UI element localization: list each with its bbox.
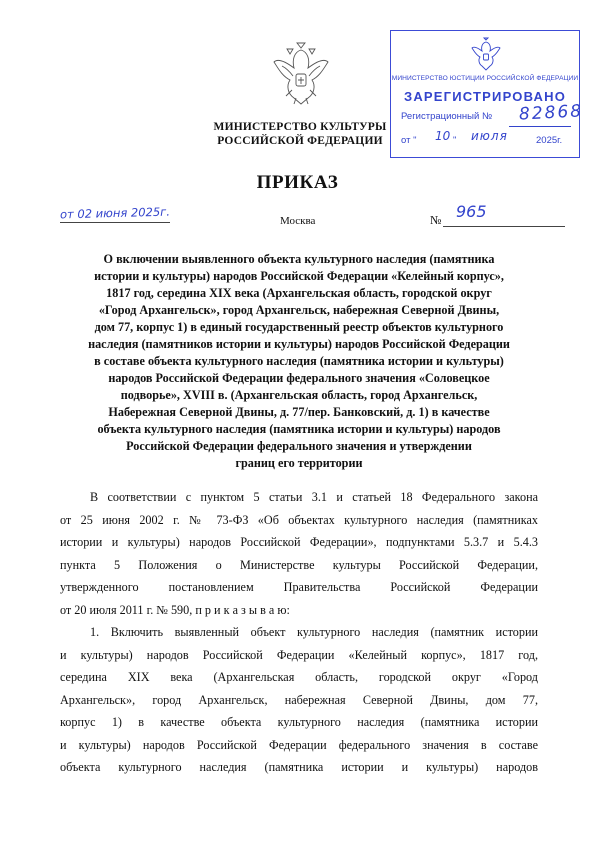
stamp-eagle-icon (471, 37, 501, 71)
order-heading (60, 251, 538, 472)
heading-line: объекта культурного наследия (памятника истории и культуры) народов (97, 422, 501, 436)
ministry-line-1: МИНИСТЕРСТВО КУЛЬТУРЫ (213, 121, 387, 133)
body-line: от 20 июля 2011 г. № 590, п р и к а з ы в а ю: (60, 602, 290, 617)
body-line: пункта 5 Положения о Министерстве культуры Российской Федерации, (60, 557, 538, 572)
ministry-line-2: РОССИЙСКОЙ ФЕДЕРАЦИИ (217, 135, 383, 147)
stamp-registration-number: 82868 (518, 101, 584, 125)
heading-line: 1817 год, середина XIX века (Архангельская область, городской округ (106, 286, 492, 300)
stamp-registration-label: Регистрационный № (401, 111, 493, 122)
order-number-sign: № (430, 213, 442, 227)
order-date: от 02 июня 2025г. (59, 204, 171, 222)
document-title: ПРИКАЗ (256, 172, 339, 193)
stamp-registered-label: ЗАРЕГИСТРИРОВАНО (403, 89, 567, 104)
heading-line: дом 77, корпус 1) в единый государственный реестр объектов культурного (94, 320, 504, 334)
heading-line: О включении выявленного объекта культурного наследия (памятника (103, 252, 495, 266)
body-line: В соответствии с пунктом 5 статьи 3.1 и статьей 18 Федерального закона (90, 490, 538, 504)
heading-line: «Город Архангельск», город Архангельск, набережная Северной Двины, (98, 303, 500, 317)
body-line: объекта культурного наследия (памятника истории и культуры) народов (60, 760, 538, 774)
stamp-date-month: июля (471, 129, 508, 143)
body-line: от 25 июня 2002 г. № 73-ФЗ «Об объектах культурного наследия (памятниках (60, 512, 538, 527)
body-line: и культуры) народов Российской Федерации федерального значения в составе (60, 737, 538, 752)
body-line: Архангельск», город Архангельск, набережная Северной Двины, дом 77, (60, 692, 538, 707)
heading-line: подворье», XVIII в. (Архангельская область, город Архангельск, (120, 388, 478, 402)
ministry-name (200, 120, 400, 148)
heading-line: народов Российской Федерации федерального значения «Соловецкое (108, 371, 490, 385)
registration-stamp (390, 30, 584, 158)
heading-line: границ его территории (235, 456, 363, 470)
body-line: середина XIX века (Архангельская область, городской округ «Город (60, 670, 538, 684)
order-number: 965 (456, 202, 487, 221)
body-line: утвержденного постановлением Правительства Российской Федерации (60, 580, 538, 594)
coat-of-arms-icon (272, 40, 330, 106)
body-line: корпус 1) в качестве объекта культурного наследия (памятника истории (60, 715, 538, 729)
order-number-underline (443, 226, 565, 227)
stamp-ministry-name: МИНИСТЕРСТВО ЮСТИЦИИ РОССИЙСКОЙ ФЕДЕРАЦИИ (391, 75, 579, 82)
heading-line: наследия (памятников истории и культуры) народов Российской Федерации (88, 337, 510, 351)
stamp-date-day: 10 (435, 129, 451, 143)
order-city: Москва (280, 215, 316, 227)
body-line: и культуры) народов Российской Федерации «Келейный корпус», 1817 год, (60, 647, 538, 662)
stamp-number-underline (509, 126, 571, 127)
body-line: 1. Включить выявленный объект культурного наследия (памятник истории (90, 625, 538, 639)
heading-line: истории и культуры) народов Российской Федерации «Келейный корпус», (94, 269, 504, 283)
body-line: истории и культуры) народов Российской Федерации», подпунктами 5.3.7 и 5.4.3 (60, 535, 538, 549)
heading-line: в составе объекта культурного наследия (памятника истории и культуры) (94, 354, 504, 368)
heading-line: Набережная Северной Двины, д. 77/пер. Банковский, д. 1) в качестве (108, 405, 490, 419)
stamp-date-year: 2025г. (536, 135, 563, 146)
stamp-date-quote: " (453, 135, 457, 146)
heading-line: Российской Федерации федерального значения и утверждении (126, 439, 472, 453)
order-body (60, 486, 538, 779)
stamp-date-prefix: от " (401, 135, 417, 146)
order-date-underline (60, 222, 170, 223)
